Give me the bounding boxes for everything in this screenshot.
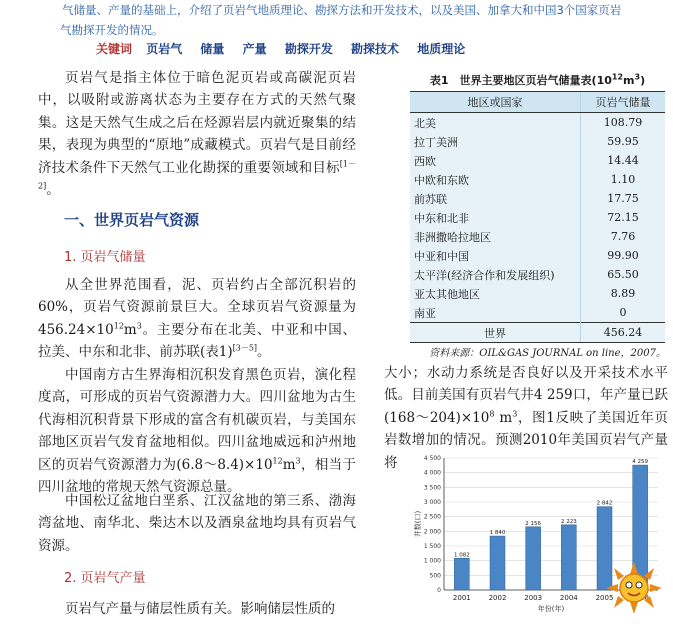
- region-cell: 前苏联: [414, 192, 447, 206]
- exponent: 12: [272, 456, 283, 466]
- table-row: [410, 151, 665, 170]
- text-run: 大小；水动力系统是否良好以及开采技术水平低。目前美国有页岩气井4 259口，年产量已跃(168～204)×10: [384, 365, 668, 426]
- sun-face-icon: [620, 574, 648, 602]
- y-tick-label: 2 500: [423, 513, 441, 521]
- keywords: [96, 40, 479, 57]
- text-run: m: [623, 74, 635, 87]
- production-paragraph: 页岩气产量与储层性质有关。影响储层性质的: [65, 601, 335, 617]
- keyword: 产量: [242, 42, 267, 56]
- table-row: [410, 246, 665, 265]
- table-row: [410, 189, 665, 208]
- y-tick-label: 3 000: [423, 499, 441, 506]
- x-tick-label: 2001: [452, 594, 471, 602]
- data-label: 2 842: [596, 500, 613, 507]
- region-cell: 西欧: [414, 154, 436, 168]
- table-row: [410, 170, 665, 189]
- value-cell: 72.15: [581, 208, 666, 227]
- text-run: 。主要分布在北美、中亚和中国、拉美、中东和北非、前苏联(表1): [38, 321, 356, 361]
- keyword: 勘探开发: [284, 42, 333, 56]
- intro-paragraph: [38, 67, 356, 201]
- keyword: 地质理论: [417, 42, 466, 56]
- data-label: 4 259: [632, 459, 649, 466]
- table-title-text: 表1 世界主要地区页岩气储量表(10: [429, 74, 612, 87]
- region-cell: 亚太其他地区: [414, 287, 480, 301]
- data-label: 1 840: [489, 530, 506, 537]
- reserves-paragraph-2: [38, 364, 356, 498]
- value-cell: 0: [581, 303, 666, 323]
- abstract-line-2: 气勘探开发的情况。: [60, 23, 164, 37]
- section-heading: 一、世界页岩气资源: [64, 211, 200, 229]
- exponent: 3: [295, 456, 301, 466]
- region-cell: 中欧和东欧: [414, 173, 469, 187]
- x-tick-label: 2002: [488, 594, 507, 602]
- intro-end: 。: [46, 182, 60, 199]
- region-cell: 北美: [414, 116, 436, 130]
- y-tick-label: 4 500: [423, 455, 441, 462]
- value-cell: 7.76: [581, 227, 666, 246]
- value-cell: 14.44: [581, 151, 666, 170]
- citation-ref: [3－5]: [232, 343, 258, 353]
- bar: [490, 536, 505, 590]
- table-row: [410, 132, 665, 151]
- y-tick-label: 2 000: [423, 528, 441, 536]
- table-header-row: [410, 92, 665, 113]
- y-tick-label: 1 000: [423, 557, 441, 565]
- text-run: m: [494, 409, 513, 426]
- bar: [561, 525, 576, 590]
- keyword: 储量: [200, 42, 225, 56]
- value-cell: 108.79: [581, 113, 666, 133]
- value-cell: 59.95: [581, 132, 666, 151]
- sun-logo: [604, 560, 664, 616]
- text-run: 中国南方古生界海相沉积发育黑色页岩，演化程度高，可形成的页岩气资源潜力大。四川盆地为古生代海相沉积背景下形成的富含有机碳页岩，与美国东部地区页岩气发育盆地相似。四川盆地威远和泸州地区的页岩气资源潜力为(6.8～8.4)×10: [38, 367, 356, 473]
- table-row: [410, 113, 665, 133]
- intro-ref: [1－2]: [38, 159, 356, 191]
- bar: [454, 558, 469, 590]
- exponent: 12: [611, 72, 624, 82]
- subsection-heading-reserves: 1. 页岩气储量: [64, 250, 146, 265]
- y-tick-label: 500: [429, 572, 441, 580]
- reserves-table: [410, 91, 665, 343]
- table-title: [410, 72, 665, 88]
- value-cell: 99.90: [581, 246, 666, 265]
- exponent: 12: [113, 321, 124, 331]
- data-label: 1 082: [453, 552, 470, 559]
- reserves-paragraph-1: [38, 274, 356, 364]
- total-label-cell: 世界: [410, 323, 581, 343]
- column-header-value: 页岩气储量: [581, 92, 666, 113]
- table-source: 资料来源：OIL&GAS JOURNAL on line，2007。: [429, 348, 666, 359]
- total-value-cell: 456.24: [581, 323, 666, 343]
- text-run: 。: [257, 344, 271, 361]
- subsection-heading-production: 2. 页岩气产量: [64, 571, 146, 586]
- text-run: m: [282, 456, 296, 473]
- table-total-row: [410, 323, 665, 343]
- value-cell: 17.75: [581, 189, 666, 208]
- reserves-paragraph-3: 中国松辽盆地白垩系、江汉盆地的第三系、渤海湾盆地、南华北、柴达木以及酒泉盆地均具有页岩气资源。: [38, 493, 356, 554]
- text-run: ，图1反映了美国近年页岩数增加的情况。预测2010年美国页岩气产量将: [384, 409, 669, 471]
- table-row: [410, 284, 665, 303]
- text-run: m: [123, 321, 137, 338]
- bar: [526, 527, 541, 590]
- table-row: [410, 208, 665, 227]
- exponent: 8: [489, 409, 495, 419]
- intro-text: 页岩气是指主体位于暗色泥页岩或高碳泥页岩中，以吸附或游离状态为主要存在方式的天然气聚集。这是天然气生成之后在烃源岩层内就近聚集的结果，表现为典型的“原地”成藏模式。页岩气是目前经济技术条件下天然气工业化勘探的重要领域和目标: [38, 70, 356, 176]
- data-label: 2 156: [525, 520, 542, 527]
- exponent: 3: [634, 72, 641, 82]
- keyword: 勘探技术: [351, 42, 400, 56]
- y-tick-label: 4 000: [423, 469, 441, 477]
- region-cell: 中亚和中国: [414, 249, 469, 263]
- keywords-label: 关键词: [96, 42, 133, 56]
- region-cell: 太平洋(经济合作和发展组织): [414, 268, 555, 282]
- y-tick-label: 3 500: [423, 484, 441, 492]
- data-label: 2 223: [560, 518, 577, 525]
- value-cell: 8.89: [581, 284, 666, 303]
- region-cell: 中东和北非: [414, 211, 469, 225]
- value-cell: 65.50: [581, 265, 666, 284]
- x-tick-label: 2005: [595, 594, 614, 602]
- region-cell: 非洲撒哈拉地区: [414, 230, 491, 244]
- value-cell: 1.10: [581, 170, 666, 189]
- table-row: [410, 227, 665, 246]
- column-header-region: 地区或国家: [410, 92, 581, 113]
- text-run: 从全世界范围看，泥、页岩约占全部沉积岩的60%，页岩气资源前景巨大。全球页岩气资源量为456.24×10: [38, 277, 356, 338]
- text-run: ): [640, 74, 646, 87]
- y-tick-label: 1 500: [423, 543, 441, 550]
- region-cell: 南亚: [414, 306, 436, 320]
- exponent: 3: [136, 321, 142, 331]
- y-tick-label: 0: [437, 587, 441, 594]
- keyword: 页岩气: [146, 42, 183, 56]
- text-run: ，相当于四川盆地的常规天然气资源总量。: [38, 456, 356, 496]
- exponent: 3: [512, 409, 518, 419]
- abstract-text: [62, 0, 662, 40]
- table-row: [410, 265, 665, 284]
- abstract-line-1: 气储量、产量的基础上，介绍了页岩气地质理论、勘探方法和开发技术，以及美国、加拿大和中国3个国家页岩: [62, 3, 622, 17]
- region-cell: 拉丁美洲: [414, 135, 458, 149]
- x-axis-title: 年份(年): [537, 605, 565, 613]
- x-tick-label: 2004: [559, 594, 578, 602]
- x-tick-label: 2003: [524, 594, 543, 602]
- y-axis-title: 井数(口): [414, 510, 422, 538]
- table-row: [410, 303, 665, 323]
